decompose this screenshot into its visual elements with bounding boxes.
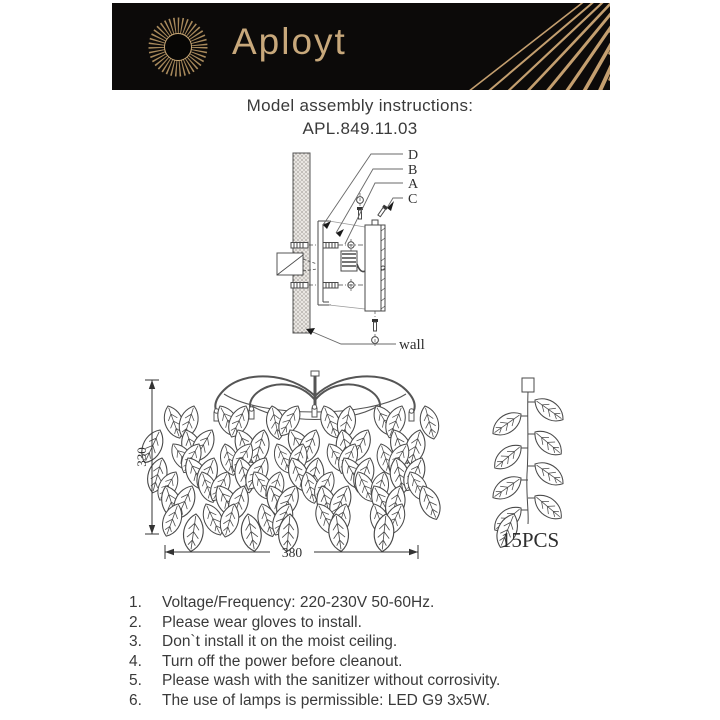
- label-part-d: D: [408, 148, 419, 163]
- brand-logo-sunburst-icon: [157, 26, 199, 68]
- leaf-count-label: 15PCS: [500, 528, 560, 552]
- instruction-item: [129, 671, 629, 691]
- leaf-strand-part: [468, 374, 588, 559]
- height-dimension-value: 330: [134, 447, 149, 467]
- brand-header-banner: [112, 3, 610, 90]
- instruction-item: [129, 613, 629, 633]
- label-part-b: B: [408, 163, 418, 178]
- instruction-item: [129, 632, 629, 652]
- instruction-number: 6.: [129, 691, 142, 709]
- strand-chain: [527, 392, 528, 524]
- bottom-screws: [372, 311, 379, 346]
- leader-lines: [308, 154, 403, 344]
- width-dimension-value: 380: [281, 545, 303, 560]
- instruction-text: Voltage/Frequency: 220-230V 50-60Hz.: [162, 594, 435, 611]
- instruction-number: 1.: [129, 594, 142, 611]
- wall-mount-diagram: [253, 143, 468, 361]
- instruction-text: Turn off the power before cleanout.: [162, 652, 403, 670]
- banner-graphics: [112, 3, 610, 90]
- brand-name: Aployt: [232, 21, 347, 62]
- decorative-rays: [464, 3, 610, 90]
- page-title: Model assembly instructions:: [246, 96, 474, 115]
- instruction-number: 3.: [129, 633, 142, 651]
- instruction-list: [129, 593, 629, 711]
- terminal-block: [341, 251, 357, 271]
- lamp-dimension-drawing: [132, 366, 462, 566]
- instruction-number: 5.: [129, 672, 142, 690]
- leaf-cluster: [136, 402, 445, 553]
- instruction-number: 4.: [129, 652, 142, 670]
- instruction-text: Don`t install it on the moist ceiling.: [162, 633, 398, 651]
- label-wall: wall: [399, 337, 425, 353]
- label-part-a: A: [408, 177, 419, 192]
- instruction-item: [129, 691, 629, 711]
- instruction-text: Please wear gloves to install.: [162, 613, 362, 631]
- title-block: [0, 96, 720, 139]
- label-part-c: C: [408, 192, 418, 207]
- lamp-backplate: [365, 220, 385, 311]
- instruction-text: Please wash with the sanitizer without corrosivity.: [162, 672, 501, 690]
- instruction-item: [129, 652, 629, 672]
- instruction-item: [129, 593, 629, 613]
- instruction-text: The use of lamps is permissible: LED G9 3x5W.: [162, 691, 491, 709]
- top-screws: [357, 193, 388, 219]
- model-number: APL.849.11.03: [302, 119, 418, 138]
- instruction-number: 2.: [129, 613, 142, 631]
